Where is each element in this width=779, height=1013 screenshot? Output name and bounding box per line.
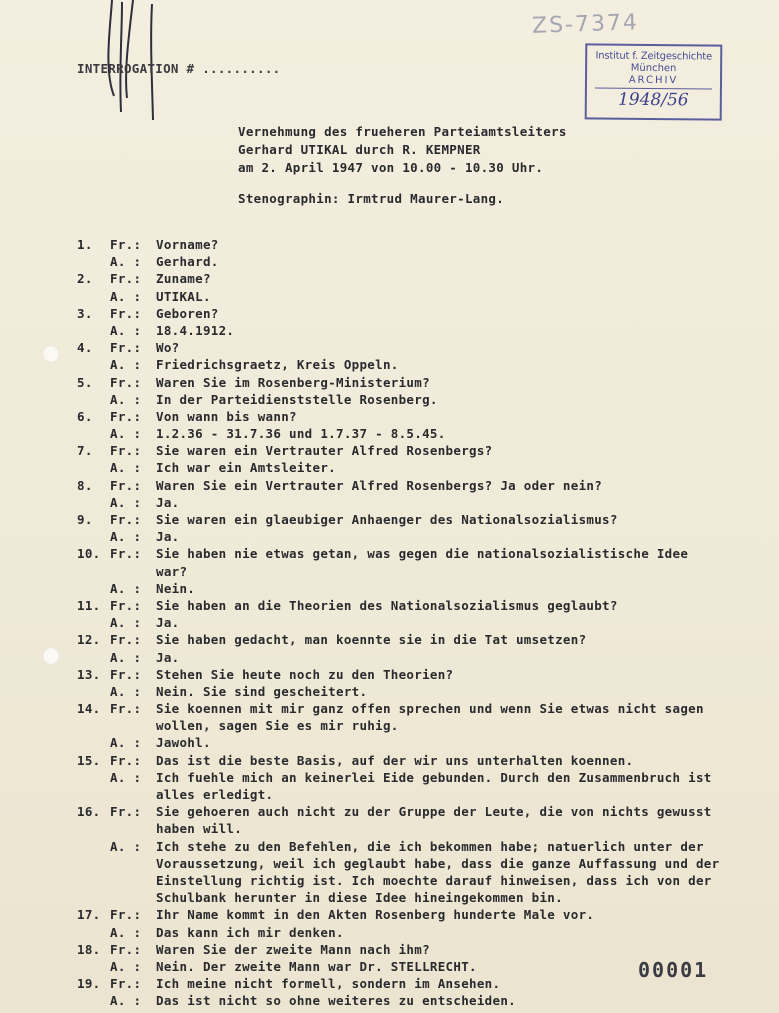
question-number: 14. xyxy=(77,701,101,717)
line-text: Gerhard. xyxy=(156,254,219,270)
transcript-line xyxy=(0,907,779,924)
line-text: Ich meine nicht formell, sondern im Ansehen. xyxy=(156,976,501,992)
speaker-label: A. : xyxy=(110,494,142,510)
transcript-line xyxy=(0,856,779,873)
transcript-line xyxy=(0,787,779,804)
speaker-label: Fr.: xyxy=(110,271,142,287)
transcript-line xyxy=(0,650,779,667)
transcript-line xyxy=(0,478,779,495)
speaker-label: A. : xyxy=(110,322,142,338)
transcript-line xyxy=(0,271,779,288)
transcript-line xyxy=(0,993,779,1010)
stenographer-line: Stenographin: Irmtrud Maurer-Lang. xyxy=(238,191,505,206)
transcript-line xyxy=(0,460,779,477)
line-text: Das kann ich mir denken. xyxy=(156,924,344,940)
line-text: Ja. xyxy=(156,649,180,665)
header-line: am 2. April 1947 von 10.00 - 10.30 Uhr. xyxy=(238,160,544,175)
stamp-institute: Institut f. Zeitgeschichte xyxy=(595,50,712,63)
line-text: Sie haben nie etwas getan, was gegen die nationalsozialistische Idee xyxy=(156,546,689,562)
transcript-line xyxy=(0,564,779,581)
line-text: Geboren? xyxy=(156,305,219,321)
speaker-label: A. : xyxy=(110,993,142,1009)
speaker-label: A. : xyxy=(110,735,142,751)
line-text: Ihr Name kommt in den Akten Rosenberg hunderte Male vor. xyxy=(156,907,595,923)
line-text: Sie gehoeren auch nicht zu der Gruppe der Leute, die von nichts gewusst xyxy=(156,804,712,820)
question-number: 18. xyxy=(77,941,101,957)
transcript-line xyxy=(0,512,779,529)
transcript-line xyxy=(0,942,779,959)
question-number: 17. xyxy=(77,907,101,923)
line-text: Das ist nicht so ohne weiteres zu entscheiden. xyxy=(156,993,516,1009)
speaker-label: Fr.: xyxy=(110,512,142,527)
speaker-label: A. : xyxy=(110,924,142,940)
speaker-label: Fr.: xyxy=(110,804,142,820)
question-number: 13. xyxy=(77,666,101,682)
question-number: 2. xyxy=(77,271,93,287)
stamp-city: München xyxy=(630,62,677,75)
line-text: Friedrichsgraetz, Kreis Oppeln. xyxy=(156,357,399,373)
header-line: Vernehmung des frueheren Parteiamtsleiters xyxy=(238,124,567,139)
line-text: Wo? xyxy=(156,340,180,356)
transcript-line xyxy=(0,546,779,563)
line-text: Ja. xyxy=(156,494,180,510)
speaker-label: Fr.: xyxy=(110,408,142,424)
line-text: Einstellung richtig ist. Ich moechte darauf hinweisen, dass ich von der xyxy=(156,872,712,888)
speaker-label: A. : xyxy=(110,357,142,373)
transcript-line xyxy=(0,890,779,907)
line-text: Ja. xyxy=(156,529,180,545)
line-text: Ich fuehle mich an keinerlei Eide gebunden. Durch den Zusammenbruch ist xyxy=(156,769,712,785)
speaker-label: Fr.: xyxy=(110,632,142,648)
question-number: 9. xyxy=(77,512,93,527)
handwritten-reference: ZS-7374 xyxy=(531,10,640,39)
line-text: Sie haben an die Theorien des Nationalsozialismus geglaubt? xyxy=(156,597,618,613)
line-text: Sie haben gedacht, man koennte sie in die Tat umsetzen? xyxy=(156,632,587,648)
transcript-line xyxy=(0,804,779,821)
stamp-number: 1948/56 xyxy=(595,87,712,110)
transcript-line xyxy=(0,409,779,426)
stamp-archive: ARCHIV xyxy=(628,74,679,87)
question-number: 11. xyxy=(77,597,101,613)
transcript-line xyxy=(0,718,779,735)
transcript-line xyxy=(0,392,779,409)
line-text: Stehen Sie heute noch zu den Theorien? xyxy=(156,666,454,682)
line-text: Sie waren ein glaeubiger Anhaenger des Nationalsozialismus? xyxy=(156,512,618,527)
line-text: In der Parteidienststelle Rosenberg. xyxy=(156,391,438,407)
line-text: Jawohl. xyxy=(156,735,211,751)
line-text: Nein. Der zweite Mann war Dr. STELLRECHT. xyxy=(156,958,477,974)
speaker-label: Fr.: xyxy=(110,666,142,682)
question-number: 15. xyxy=(77,752,101,768)
transcript-line xyxy=(0,839,779,856)
transcript-line xyxy=(0,770,779,787)
line-text: Ich stehe zu den Befehlen, die ich bekommen habe; natuerlich unter der xyxy=(156,838,704,854)
line-text: Ja. xyxy=(156,615,180,631)
line-text: UTIKAL. xyxy=(156,288,211,304)
interrogation-label: INTERROGATION # .......... xyxy=(77,61,281,76)
speaker-label: A. : xyxy=(110,615,142,631)
transcript-line xyxy=(0,684,779,701)
question-number: 1. xyxy=(77,237,93,252)
transcript xyxy=(0,237,779,1010)
line-text: Waren Sie im Rosenberg-Ministerium? xyxy=(156,374,430,390)
speaker-label: A. : xyxy=(110,580,142,596)
header-line: Gerhard UTIKAL durch R. KEMPNER xyxy=(238,142,481,157)
line-text: Sie waren ein Vertrauter Alfred Rosenbergs? xyxy=(156,443,493,459)
transcript-line xyxy=(0,495,779,512)
transcript-line xyxy=(0,632,779,649)
transcript-line xyxy=(0,615,779,632)
speaker-label: Fr.: xyxy=(110,546,142,562)
transcript-line xyxy=(0,426,779,443)
line-text: Ich war ein Amtsleiter. xyxy=(156,460,336,476)
line-text: wollen, sagen Sie es mir ruhig. xyxy=(156,718,399,734)
line-text: 1.2.36 - 31.7.36 und 1.7.37 - 8.5.45. xyxy=(156,426,446,442)
archive-stamp xyxy=(585,43,723,120)
question-number: 16. xyxy=(77,804,101,820)
line-text: war? xyxy=(156,563,188,579)
transcript-line xyxy=(0,357,779,374)
question-number: 6. xyxy=(77,408,93,424)
question-number: 19. xyxy=(77,976,101,992)
transcript-line xyxy=(0,443,779,460)
line-text: Vorname? xyxy=(156,237,219,252)
transcript-line xyxy=(0,598,779,615)
line-text: Waren Sie der zweite Mann nach ihm? xyxy=(156,941,430,957)
line-text: haben will. xyxy=(156,821,243,837)
line-text: Waren Sie ein Vertrauter Alfred Rosenbergs? Ja oder nein? xyxy=(156,477,603,493)
speaker-label: Fr.: xyxy=(110,941,142,957)
speaker-label: A. : xyxy=(110,426,142,442)
speaker-label: Fr.: xyxy=(110,237,142,252)
transcript-line xyxy=(0,925,779,942)
speaker-label: A. : xyxy=(110,391,142,407)
transcript-line xyxy=(0,323,779,340)
transcript-line xyxy=(0,753,779,770)
transcript-line xyxy=(0,237,779,254)
speaker-label: A. : xyxy=(110,529,142,545)
transcript-line xyxy=(0,873,779,890)
speaker-label: Fr.: xyxy=(110,374,142,390)
question-number: 7. xyxy=(77,443,93,459)
question-number: 5. xyxy=(77,374,93,390)
question-number: 8. xyxy=(77,477,93,493)
transcript-line xyxy=(0,254,779,271)
speaker-label: Fr.: xyxy=(110,443,142,459)
line-text: Nein. xyxy=(156,580,196,596)
question-number: 3. xyxy=(77,305,93,321)
line-text: alles erledigt. xyxy=(156,787,274,802)
document-header xyxy=(238,124,567,178)
transcript-line xyxy=(0,289,779,306)
speaker-label: Fr.: xyxy=(110,907,142,923)
transcript-line xyxy=(0,581,779,598)
speaker-label: A. : xyxy=(110,683,142,699)
line-text: Zuname? xyxy=(156,271,211,287)
question-number: 12. xyxy=(77,632,101,648)
line-text: Voraussetzung, weil ich geglaubt habe, dass die ganze Auffassung und der xyxy=(156,855,720,871)
question-number: 10. xyxy=(77,546,101,562)
line-text: Das ist die beste Basis, auf der wir uns unterhalten koennen. xyxy=(156,752,634,768)
speaker-label: Fr.: xyxy=(110,701,142,717)
speaker-label: Fr.: xyxy=(110,976,142,992)
question-number: 4. xyxy=(77,340,93,356)
speaker-label: Fr.: xyxy=(110,340,142,356)
speaker-label: A. : xyxy=(110,769,142,785)
transcript-line xyxy=(0,375,779,392)
line-text: Sie koennen mit mir ganz offen sprechen und wenn Sie etwas nicht sagen xyxy=(156,701,704,717)
speaker-label: A. : xyxy=(110,958,142,974)
speaker-label: A. : xyxy=(110,649,142,665)
speaker-label: A. : xyxy=(110,838,142,854)
transcript-line xyxy=(0,735,779,752)
speaker-label: Fr.: xyxy=(110,597,142,613)
transcript-line xyxy=(0,821,779,838)
line-text: Von wann bis wann? xyxy=(156,408,297,424)
transcript-line xyxy=(0,340,779,357)
transcript-line xyxy=(0,529,779,546)
speaker-label: A. : xyxy=(110,460,142,476)
transcript-line xyxy=(0,701,779,718)
transcript-line xyxy=(0,667,779,684)
speaker-label: Fr.: xyxy=(110,752,142,768)
transcript-line xyxy=(0,306,779,323)
line-text: Nein. Sie sind gescheitert. xyxy=(156,683,368,699)
speaker-label: Fr.: xyxy=(110,477,142,493)
page-number: 00001 xyxy=(638,958,709,982)
speaker-label: Fr.: xyxy=(110,305,142,321)
line-text: Schulbank herunter in diese Idee hineingekommen bin. xyxy=(156,890,563,906)
line-text: 18.4.1912. xyxy=(156,322,235,338)
speaker-label: A. : xyxy=(110,254,142,270)
speaker-label: A. : xyxy=(110,288,142,304)
